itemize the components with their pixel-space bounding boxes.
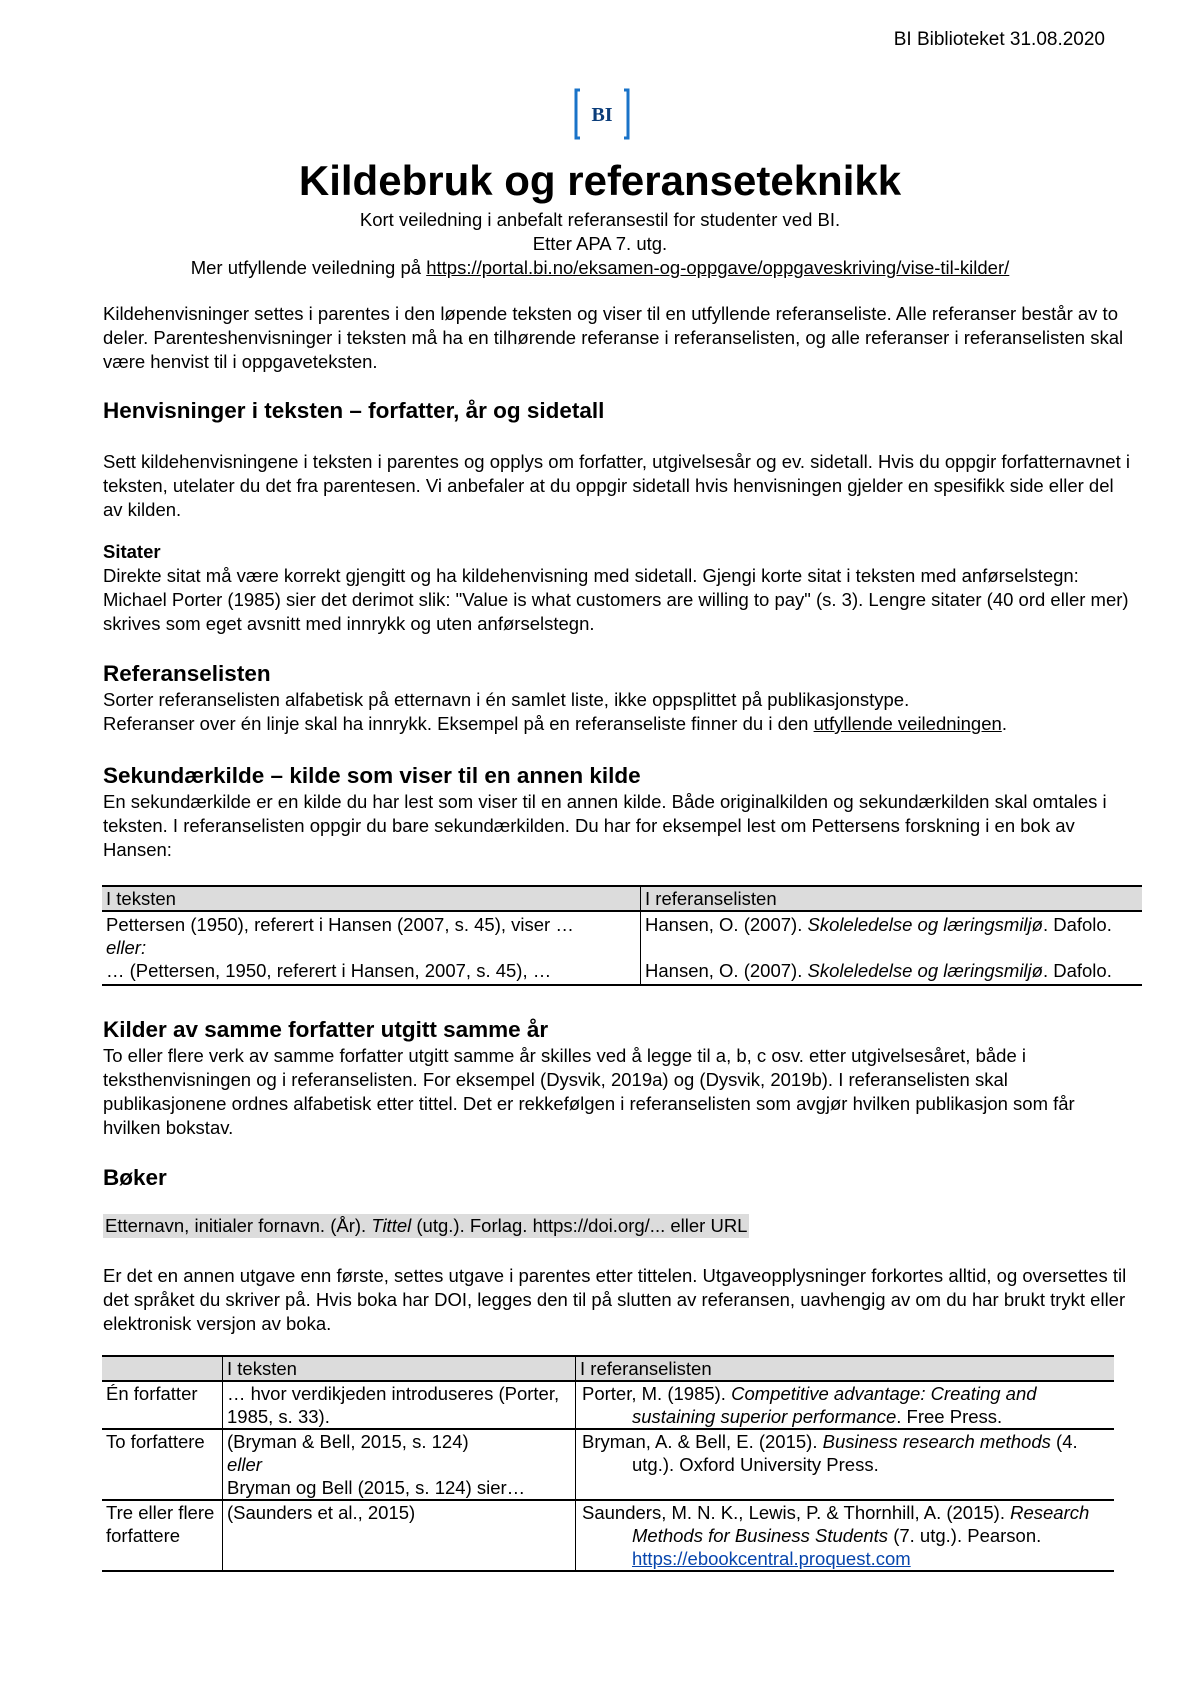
t2-r3-ref-title: Research Methods for Business Students bbox=[632, 1502, 1090, 1546]
t2-r2-ref bbox=[576, 1429, 1115, 1500]
t2-r2-text2: Bryman og Bell (2015, s. 124) sier… bbox=[227, 1477, 526, 1498]
t2-r3-label: Tre eller flere forfattere bbox=[102, 1500, 223, 1571]
sec3-heading: Sekundærkilde – kilde som viser til en annen kilde bbox=[103, 763, 641, 788]
t2-r1-ref-b: . Free Press. bbox=[896, 1406, 1003, 1427]
sitater-heading: Sitater bbox=[103, 541, 161, 562]
sec1-heading: Henvisninger i teksten – forfatter, år og sidetall bbox=[103, 398, 605, 423]
t2-r3-ref bbox=[576, 1500, 1115, 1571]
veiledning-link[interactable]: utfyllende veiledningen bbox=[813, 713, 1002, 734]
t2-r2-ref-title: Business research methods bbox=[822, 1431, 1051, 1452]
sec2-line2-prefix: Referanser over én linje skal ha innrykk. Eksempel på en referanseliste finner du i den bbox=[103, 713, 814, 734]
sec3-body: En sekundærkilde er en kilde du har lest som viser til en annen kilde. Både originalkilden og sekundærkilden skal omtales i teksten. I referanselisten oppgir du bare sekundærkilden. Du har for eksempel lest om Pettersens forskning i en bok av Hansen: bbox=[103, 791, 1107, 860]
intro-paragraph: Kildehenvisninger settes i parentes i den løpende teksten og viser til en utfyllende referanseliste. Alle referanser består av to deler. Parenteshenvisninger i teksten må ha en tilhørende referanse i referanselisten, og alle referanser i referanselisten skal være henvist til i oppgaveteksten. bbox=[103, 303, 1124, 372]
table-row bbox=[102, 1429, 1114, 1500]
t1-ref1-title: Skoleledelse og læringsmiljø bbox=[807, 914, 1043, 935]
book-template bbox=[103, 1214, 1133, 1238]
t2-r1-ref-a: Porter, M. (1985). bbox=[582, 1383, 732, 1404]
sec2-line2 bbox=[103, 712, 1133, 736]
t2-r2-eller: eller bbox=[227, 1454, 262, 1475]
subtitle-3 bbox=[0, 256, 1200, 280]
t1-ref-2 bbox=[645, 959, 1138, 982]
t1-col1-header: I teksten bbox=[102, 886, 641, 911]
t1-ref2-b: . Dafolo. bbox=[1042, 960, 1112, 981]
t2-r2-text1: (Bryman & Bell, 2015, s. 124) bbox=[227, 1431, 469, 1452]
sec2-heading: Referanselisten bbox=[103, 661, 271, 686]
t1-col2-header: I referanselisten bbox=[641, 886, 1143, 911]
t1-ref1-b: . Dafolo. bbox=[1042, 914, 1112, 935]
subtitle-1: Kort veiledning i anbefalt referansestil for studenter ved BI. bbox=[359, 209, 841, 230]
t2-col2-header: I teksten bbox=[223, 1356, 576, 1381]
proquest-link[interactable]: https://ebookcentral.proquest.com bbox=[632, 1548, 911, 1569]
template-title: Tittel bbox=[371, 1215, 412, 1236]
t2-col1-header bbox=[102, 1356, 223, 1381]
sec2-line1: Sorter referanselisten alfabetisk på etternavn i én samlet liste, ikke oppsplittet på publikasjonstype. bbox=[103, 689, 910, 710]
secondary-source-table bbox=[102, 885, 1142, 986]
t1-r1-text: Pettersen (1950), referert i Hansen (2007, s. 45), viser … bbox=[106, 914, 574, 935]
t2-r3-text: (Saunders et al., 2015) bbox=[223, 1500, 576, 1571]
table-row bbox=[102, 1381, 1114, 1429]
t2-r1-text: … hvor verdikjeden introduseres (Porter, 1985, s. 33). bbox=[223, 1381, 576, 1429]
header-date: BI Biblioteket 31.08.2020 bbox=[893, 29, 1105, 50]
t2-col3-header: I referanselisten bbox=[576, 1356, 1115, 1381]
t2-r1-label: Én forfatter bbox=[102, 1381, 223, 1429]
sec2-line2-suffix: . bbox=[1001, 713, 1007, 734]
sitater-body: Direkte sitat må være korrekt gjengitt og ha kildehenvisning med sidetall. Gjengi korte sitat i teksten med anførselstegn: Michael Porter (1985) sier det derimot slik: "Value is what customers are willing to pay" (s. 3). Lengre sitater (40 ord eller mer) skrives som eget avsnitt med innrykk og uten anførselstegn. bbox=[103, 565, 1129, 634]
books-table bbox=[102, 1355, 1114, 1572]
sec5-heading: Bøker bbox=[103, 1165, 167, 1190]
sec5-body: Er det en annen utgave enn første, settes utgave i parentes etter tittelen. Utgaveopplysninger forkortes alltid, og oversettes til det språket du skriver på. Hvis boka har DOI, legges den til på slutten av referansen, uavhengig av om du har brukt trykt eller elektronisk versjon av boka. bbox=[103, 1265, 1127, 1334]
t1-r2-text: … (Pettersen, 1950, referert i Hansen, 2007, s. 45), … bbox=[106, 960, 552, 981]
template-a: Etternavn, initialer fornavn. (År). bbox=[105, 1215, 372, 1236]
t2-r1-ref bbox=[576, 1381, 1115, 1429]
sec1-body: Sett kildehenvisningene i teksten i parentes og opplys om forfatter, utgivelsesår og ev. sidetall. Hvis du oppgir forfatternavnet i teksten, utelater du det fra parentesen. Vi anbefaler at du oppgir sidetall hvis henvisningen gjelder en spesifikk side eller del av kilden. bbox=[103, 451, 1130, 520]
subtitle-3-prefix: Mer utfyllende veiledning på bbox=[190, 257, 427, 278]
t2-r2-ref-b: (4. utg.). Oxford University Press. bbox=[632, 1431, 1078, 1475]
sec4-heading: Kilder av samme forfatter utgitt samme år bbox=[103, 1017, 549, 1042]
portal-link[interactable]: https://portal.bi.no/eksamen-og-oppgave/oppgaveskriving/vise-til-kilder/ bbox=[426, 257, 1010, 278]
t2-r3-ref-b: (7. utg.). Pearson. bbox=[888, 1525, 1042, 1546]
t2-r3-ref-a: Saunders, M. N. K., Lewis, P. & Thornhill, A. (2015). bbox=[582, 1502, 1011, 1523]
table-row bbox=[102, 1500, 1114, 1571]
t1-ref2-title: Skoleledelse og læringsmiljø bbox=[807, 960, 1043, 981]
sec4-body: To eller flere verk av samme forfatter utgitt samme år skilles ved å legge til a, b, c osv. etter utgivelsesåret, både i teksthenvisningen og i referanselisten. For eksempel (Dysvik, 2019a) og (Dysvik, 2019b). I referanselisten skal publikasjonene ordnes alfabetisk etter tittel. Det er rekkefølgen i referanselisten som avgjør hvilken publikasjon som får hvilken bokstav. bbox=[103, 1045, 1075, 1138]
table-row bbox=[102, 911, 1142, 985]
t1-ref2-a: Hansen, O. (2007). bbox=[645, 960, 808, 981]
t1-ref1-a: Hansen, O. (2007). bbox=[645, 914, 808, 935]
subtitle-2: Etter APA 7. utg. bbox=[532, 233, 668, 254]
t1-ref-1 bbox=[645, 913, 1138, 936]
t2-r2-ref-a: Bryman, A. & Bell, E. (2015). bbox=[582, 1431, 823, 1452]
page-title: Kildebruk og referanseteknikk bbox=[298, 157, 902, 204]
t2-r2-label: To forfattere bbox=[102, 1429, 223, 1500]
logo-text: BI bbox=[591, 104, 613, 126]
t2-r1-ref-title: Competitive advantage: Creating and sustaining superior performance bbox=[632, 1383, 1037, 1427]
template-b: (utg.). Forlag. https://doi.org/... eller URL bbox=[411, 1215, 748, 1236]
t1-eller: eller: bbox=[106, 937, 147, 958]
bi-logo bbox=[574, 86, 630, 142]
